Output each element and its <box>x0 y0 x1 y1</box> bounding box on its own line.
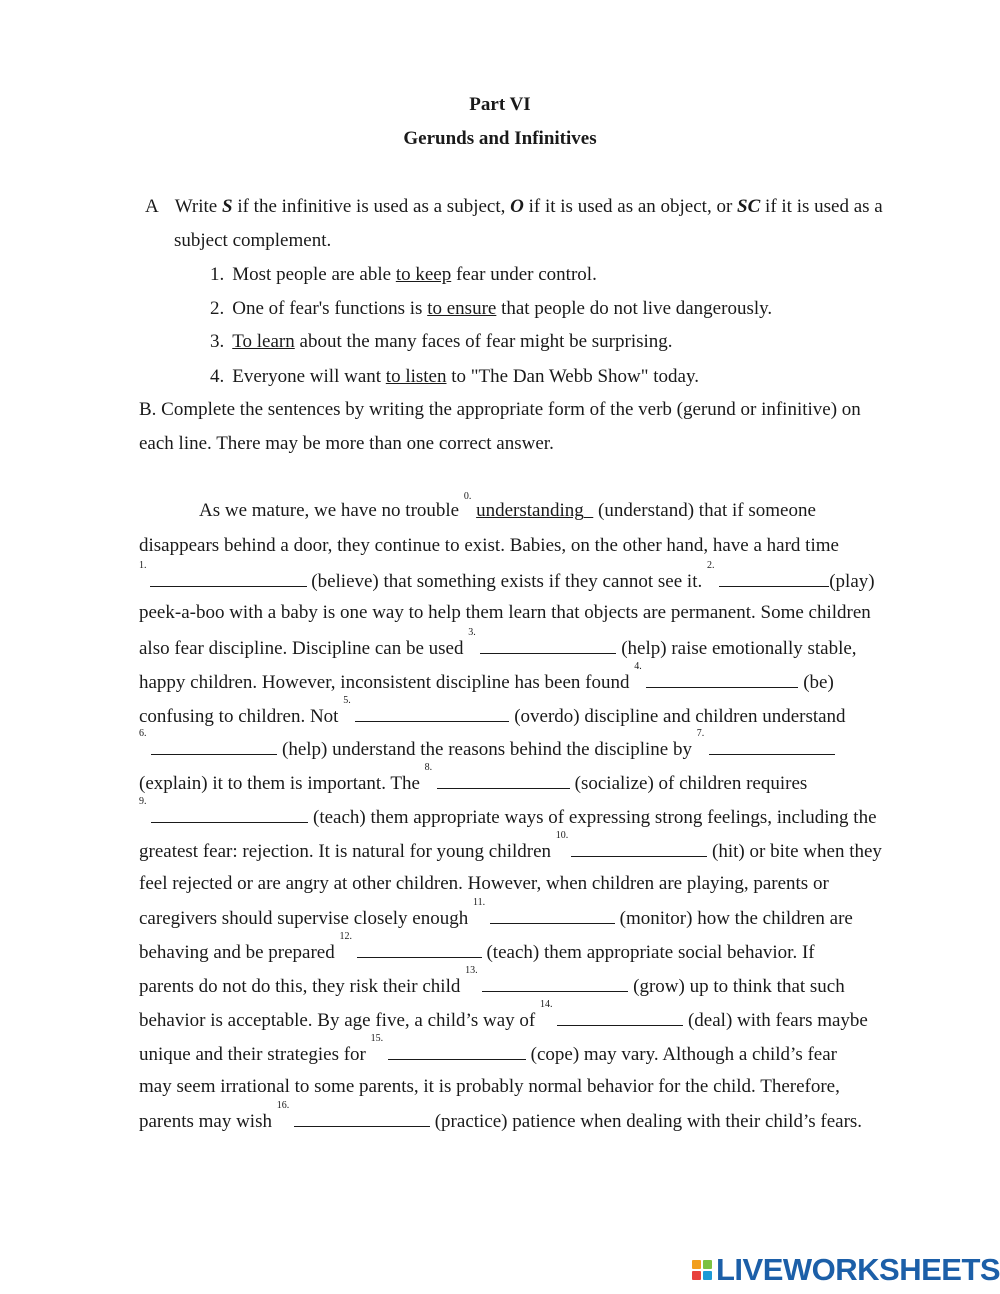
passage-line: behavior is acceptable. By age five, a child’s way of $^{14.}$ (deal) with fears maybe <box>139 999 868 1031</box>
answer-blank-14[interactable] <box>557 1008 683 1026</box>
answer-blank-10[interactable] <box>571 839 707 857</box>
passage-line: (explain) it to them is important. The $^{8.}$ (socialize) of children requires <box>139 762 808 794</box>
list-item: 1. Most people are able to keep fear under control. <box>210 264 597 285</box>
list-item: 2. One of fear's functions is to ensure that people do not live dangerously. <box>210 298 773 319</box>
answer-blank-1[interactable] <box>150 569 307 587</box>
passage-line: disappears behind a door, they continue to exist. Babies, on the other hand, have a hard time <box>139 535 839 556</box>
passage-line: feel rejected or are angry at other children. However, when children are playing, parents or <box>139 873 829 894</box>
passage-line: $^{6.}$ (help) understand the reasons behind the discipline by $^{7.}$ <box>139 737 835 761</box>
answer-blank-8[interactable] <box>437 771 570 789</box>
section-b-instructions: B. Complete the sentences by writing the appropriate form of the verb (gerund or infinitive) on <box>139 399 861 420</box>
passage-line: As we mature, we have no trouble $^{0.}$ understanding (understand) that if someone <box>199 491 816 521</box>
page-title: Gerunds and Infinitives <box>403 128 597 149</box>
answer-blank-11[interactable] <box>490 906 615 924</box>
answer-blank-5[interactable] <box>355 704 509 722</box>
passage-line: $^{9.}$ (teach) them appropriate ways of expressing strong feelings, including the <box>139 796 877 828</box>
answer-blank-3[interactable] <box>480 636 616 654</box>
passage-line: may seem irrational to some parents, it is probably normal behavior for the child. Therefore, <box>139 1076 840 1097</box>
section-a-instructions: A Write S if the infinitive is used as a subject, O if it is used as an object, or SC if it is used as a <box>145 196 883 217</box>
part-heading: Part VI <box>469 94 531 115</box>
passage-line: $^{1.}$ (believe) that something exists if they cannot see it. $^{2.}$ (play) <box>139 560 875 592</box>
passage-line: also fear discipline. Discipline can be used $^{3.}$ (help) raise emotionally stable, <box>139 627 857 659</box>
passage-line: happy children. However, inconsistent discipline has been found $^{4.}$ (be) <box>139 661 834 693</box>
passage-line: peek-a-boo with a baby is one way to help them learn that objects are permanent. Some children <box>139 602 871 623</box>
passage-line: confusing to children. Not $^{5.}$ (overdo) discipline and children understand <box>139 695 846 727</box>
answer-blank-9[interactable] <box>151 805 308 823</box>
section-b-instructions-line2: each line. There may be more than one correct answer. <box>139 433 554 454</box>
list-item: 3. To learn about the many faces of fear might be surprising. <box>210 331 673 352</box>
liveworksheets-logo-icon <box>692 1260 712 1280</box>
passage-line: parents may wish $^{16.}$ (practice) patience when dealing with their child’s fears. <box>139 1100 863 1132</box>
answer-blank-7[interactable] <box>709 737 835 755</box>
passage-line: greatest fear: rejection. It is natural for young children $^{10.}$ (hit) or bite when they <box>139 830 882 862</box>
liveworksheets-logo <box>692 1254 1000 1286</box>
answer-blank-12[interactable] <box>357 940 482 958</box>
list-item: 4. Everyone will want to listen to "The Dan Webb Show" today. <box>210 366 700 387</box>
passage-line: parents do not do this, they risk their child $^{13.}$ (grow) up to think that such <box>139 965 845 997</box>
answer-blank-2[interactable] <box>719 569 829 587</box>
passage-line: unique and their strategies for $^{15.}$ (cope) may vary. Although a child’s fear <box>139 1033 837 1065</box>
answer-blank-6[interactable] <box>151 737 277 755</box>
answer-blank-16[interactable] <box>294 1109 430 1127</box>
answer-blank-13[interactable] <box>482 974 628 992</box>
example-answer: understanding <box>476 500 584 521</box>
section-a-instructions-line2: subject complement. <box>174 230 332 251</box>
answer-blank-15[interactable] <box>388 1042 526 1060</box>
answer-blank-4[interactable] <box>646 670 798 688</box>
passage-line: caregivers should supervise closely enough $^{11.}$ (monitor) how the children are <box>139 897 853 929</box>
logo-text: LIVEWORKSHEETS <box>716 1252 1000 1287</box>
section-a-label: A <box>145 196 159 217</box>
passage-line: behaving and be prepared $^{12.}$ (teach) them appropriate social behavior. If <box>139 931 815 963</box>
